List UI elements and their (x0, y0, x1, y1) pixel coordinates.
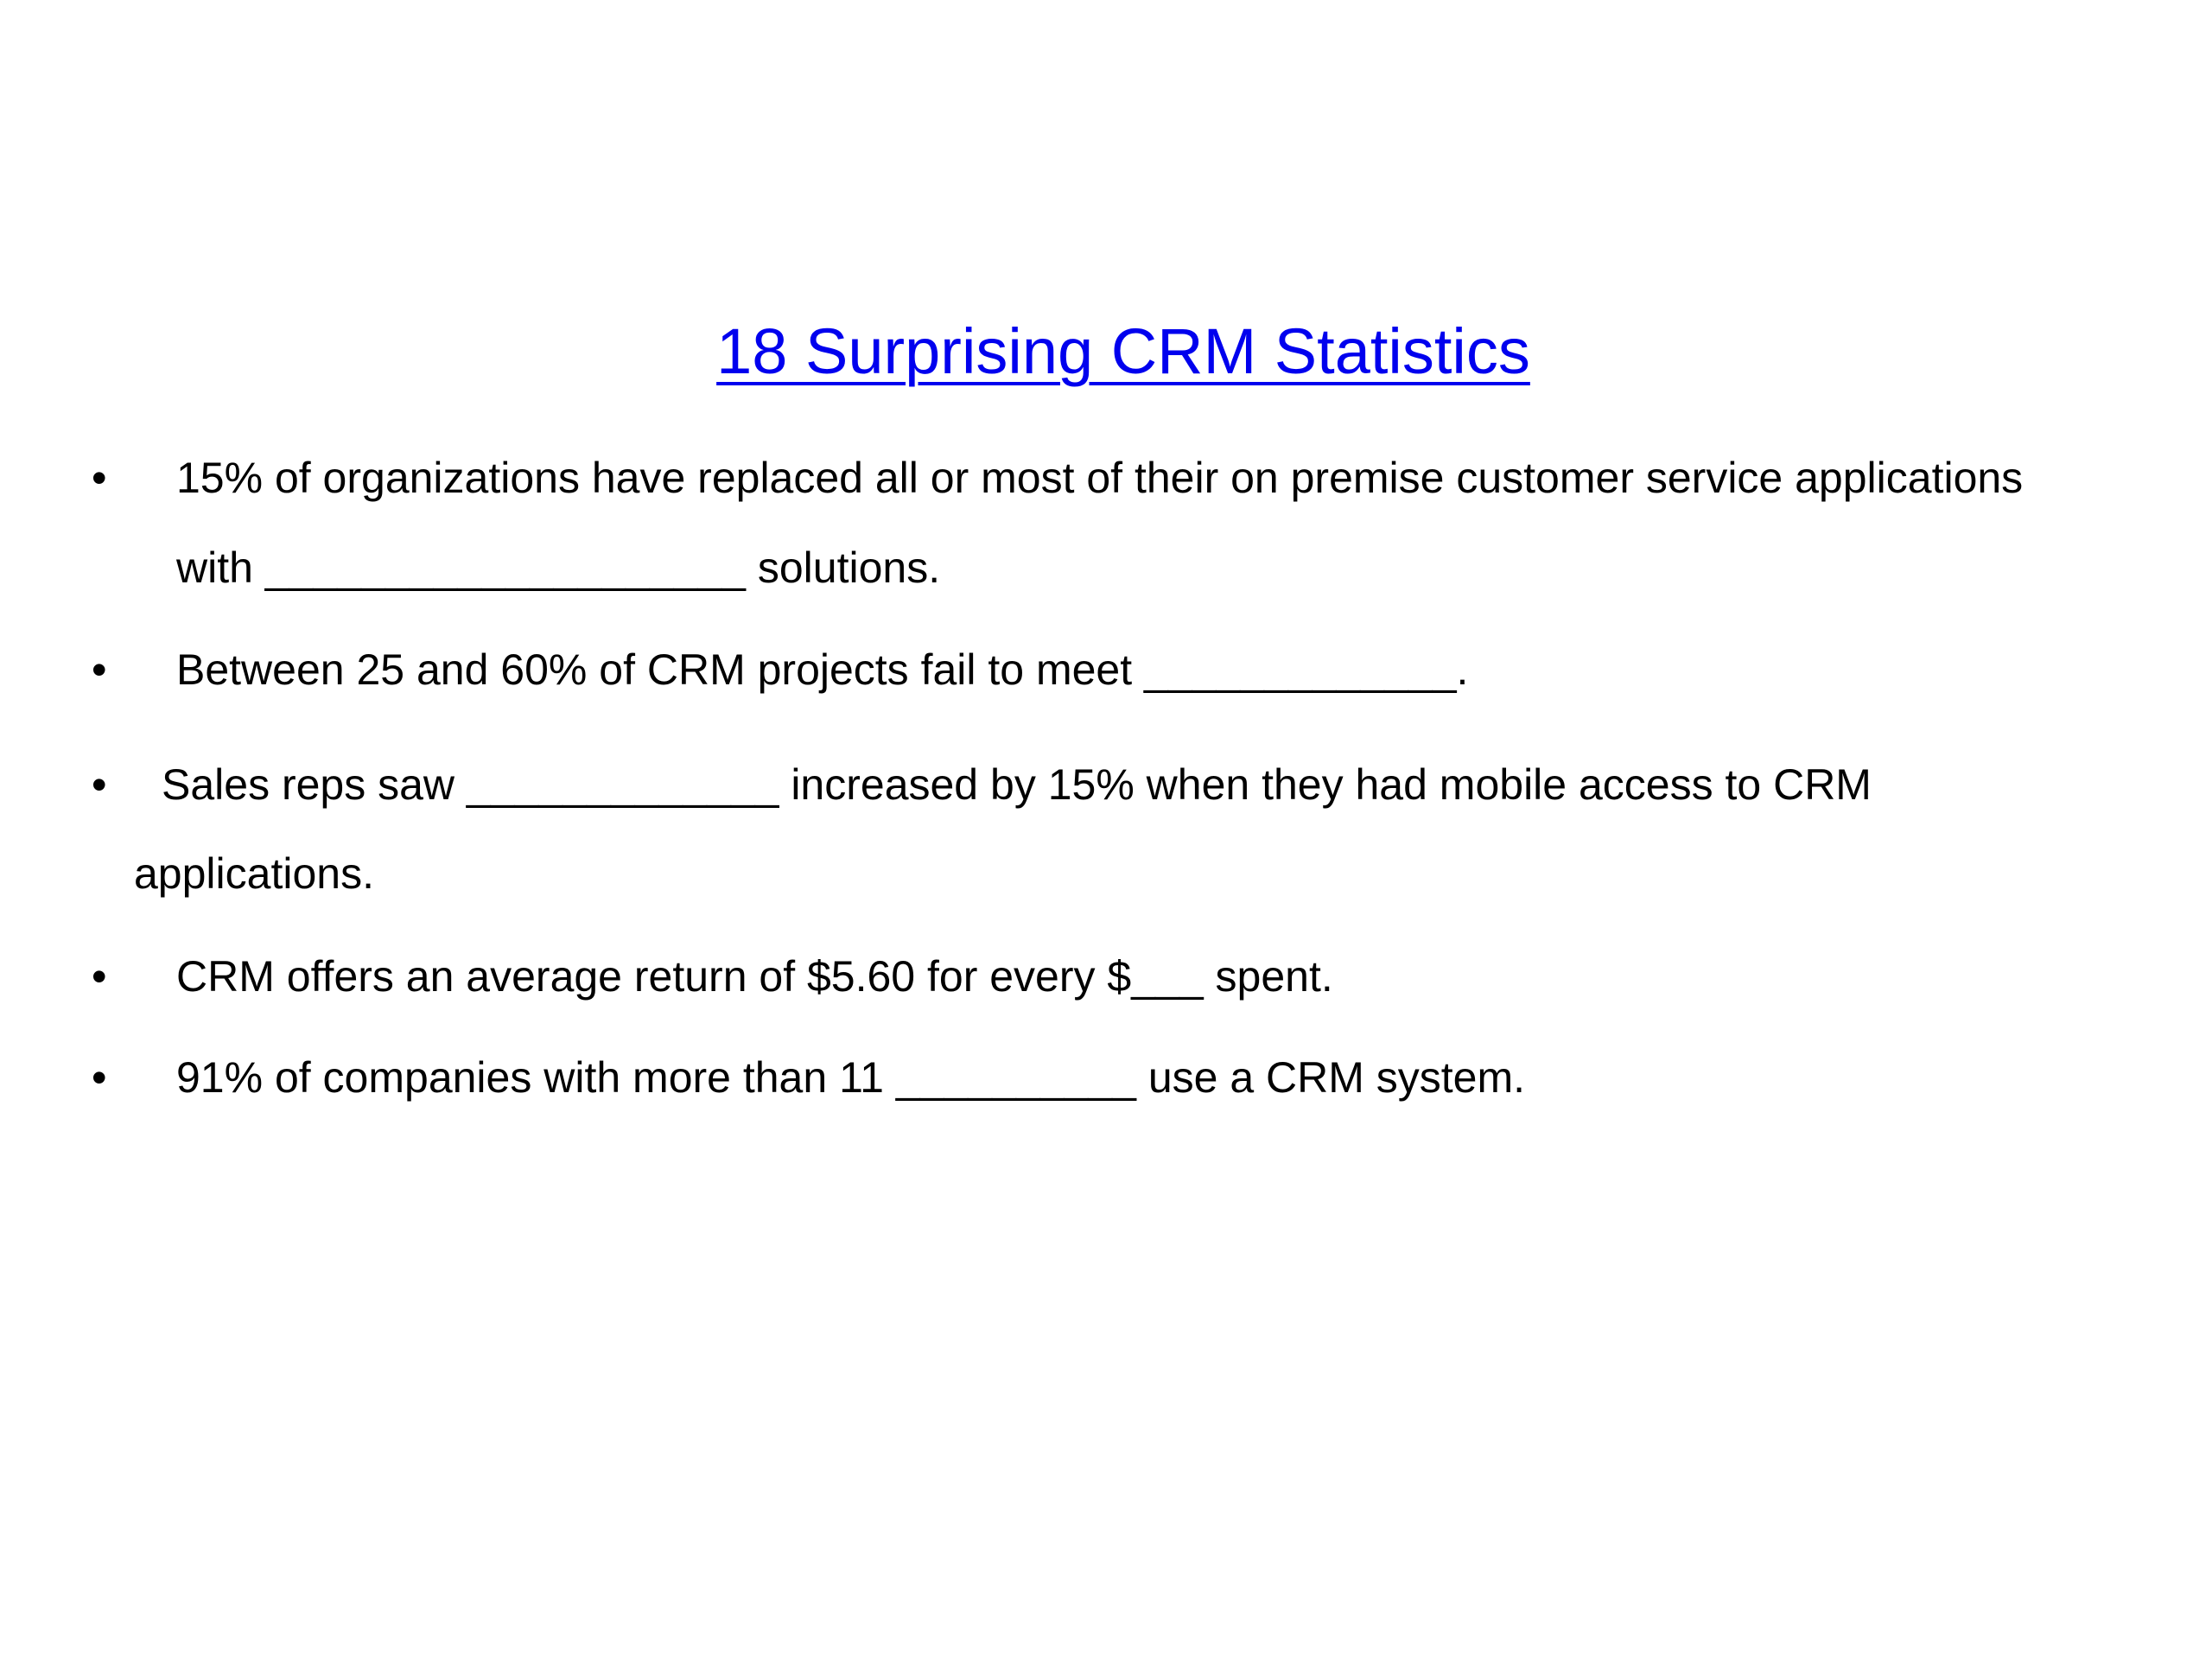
list-item-2-line-1: Between 25 and 60% of CRM projects fail to meet _____________. (176, 645, 1469, 694)
list-item-1-line-1: 15% of organizations have replaced all or most of their on premise customer service applications (176, 454, 2024, 502)
list-item-3-line-2: applications. (134, 849, 374, 898)
slide-title-link[interactable]: 18 Surprising CRM Statistics (716, 315, 1530, 387)
list-item-1-line-2: with ____________________ solutions. (176, 543, 941, 592)
bullet-icon: • (92, 454, 107, 502)
bullet-icon: • (92, 952, 107, 1001)
bullet-icon: • (92, 1053, 107, 1102)
bullet-icon: • (92, 645, 107, 694)
list-item-4-line-1: CRM offers an average return of $5.60 for every $___ spent. (176, 952, 1333, 1001)
list-item-5-line-1: 91% of companies with more than 11 __________ use a CRM system. (176, 1053, 1526, 1102)
list-item-3-line-1: Sales reps saw _____________ increased by 15% when they had mobile access to CRM (162, 760, 1872, 809)
bullet-icon: • (92, 760, 107, 809)
